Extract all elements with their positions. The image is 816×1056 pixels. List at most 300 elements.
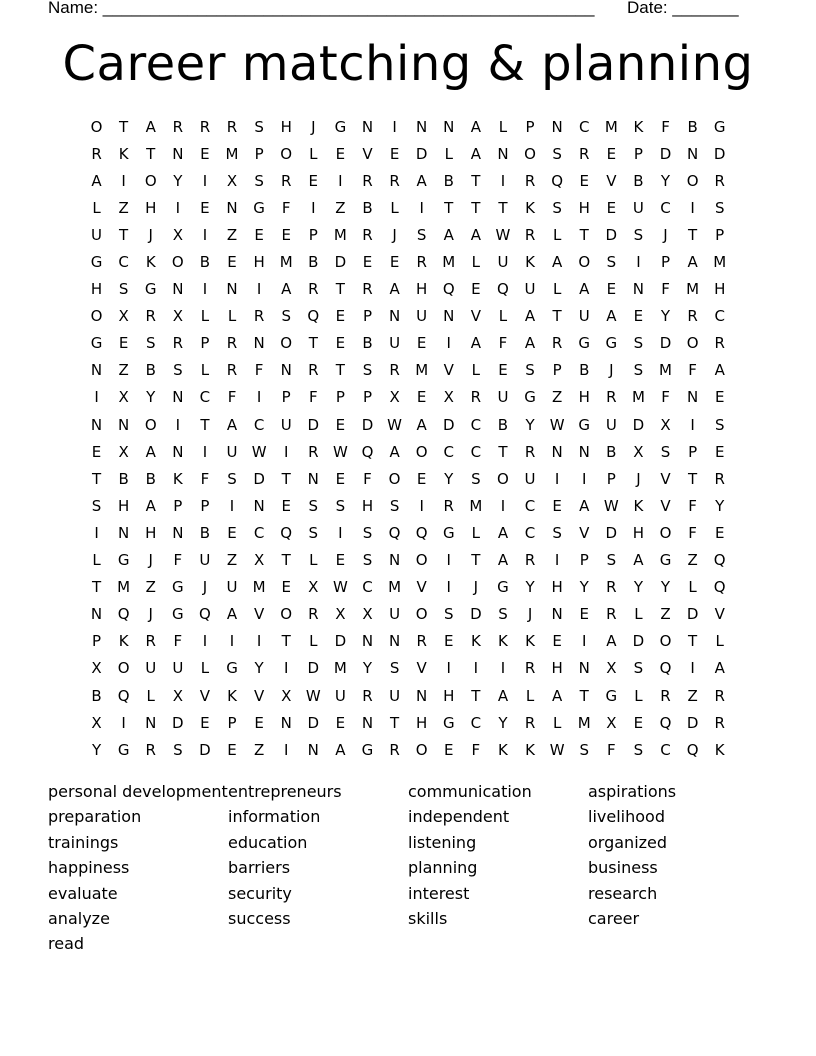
grid-letter[interactable]: H (416, 280, 428, 299)
grid-letter[interactable]: T (308, 334, 318, 353)
grid-letter[interactable]: I (446, 659, 451, 678)
grid-letter[interactable]: K (172, 469, 183, 488)
grid-letter[interactable]: V (660, 496, 671, 515)
grid-letter[interactable]: S (227, 469, 237, 488)
grid-letter[interactable]: E (579, 605, 589, 624)
grid-letter[interactable]: H (145, 523, 157, 542)
grid-letter[interactable]: D (632, 415, 645, 434)
grid-letter[interactable]: N (226, 280, 238, 299)
grid-letter[interactable]: K (145, 253, 156, 272)
grid-letter[interactable]: S (254, 171, 264, 190)
grid-letter[interactable]: P (254, 144, 264, 163)
grid-letter[interactable]: U (91, 225, 103, 244)
grid-letter[interactable]: R (226, 117, 238, 136)
grid-letter[interactable]: P (281, 388, 291, 407)
grid-letter[interactable]: E (227, 740, 237, 759)
grid-letter[interactable]: K (227, 686, 237, 705)
grid-letter[interactable]: I (500, 496, 506, 515)
grid-letter[interactable]: U (497, 253, 509, 272)
grid-letter[interactable]: I (690, 415, 695, 434)
grid-letter[interactable]: V (253, 605, 265, 624)
grid-letter[interactable]: F (173, 551, 183, 570)
grid-letter[interactable]: N (145, 713, 157, 732)
grid-letter[interactable]: O (524, 144, 536, 163)
grid-letter[interactable]: C (199, 388, 211, 407)
grid-letter[interactable]: H (578, 388, 590, 407)
grid-letter[interactable]: E (606, 198, 617, 217)
grid-letter[interactable]: R (714, 686, 725, 705)
grid-letter[interactable]: I (554, 469, 560, 488)
grid-letter[interactable]: B (633, 171, 644, 190)
grid-letter[interactable]: L (309, 632, 318, 651)
grid-letter[interactable]: I (175, 198, 181, 217)
grid-letter[interactable]: Y (715, 496, 725, 515)
grid-letter[interactable]: O (144, 171, 157, 190)
grid-letter[interactable]: K (498, 632, 508, 651)
grid-letter[interactable]: M (117, 578, 131, 597)
grid-letter[interactable]: S (552, 144, 562, 163)
grid-letter[interactable]: M (252, 578, 266, 597)
grid-letter[interactable]: L (688, 578, 697, 597)
grid-letter[interactable]: L (471, 253, 481, 272)
grid-letter[interactable]: B (687, 117, 698, 136)
grid-letter[interactable]: U (416, 307, 428, 326)
grid-letter[interactable]: A (145, 117, 156, 136)
grid-letter[interactable]: R (253, 307, 265, 326)
grid-letter[interactable]: K (714, 740, 725, 759)
grid-letter[interactable]: C (660, 198, 671, 217)
grid-letter[interactable]: N (172, 388, 184, 407)
grid-letter[interactable]: E (714, 442, 725, 461)
grid-letter[interactable]: U (145, 659, 157, 678)
grid-letter[interactable]: Y (579, 578, 589, 597)
grid-letter[interactable]: X (91, 713, 102, 732)
grid-letter[interactable]: F (227, 388, 237, 407)
grid-letter[interactable]: R (606, 578, 617, 597)
grid-letter[interactable]: X (118, 388, 129, 407)
grid-letter[interactable]: T (119, 117, 129, 136)
grid-letter[interactable]: X (308, 578, 319, 597)
grid-letter[interactable]: I (175, 415, 181, 434)
grid-letter[interactable]: F (200, 469, 210, 488)
grid-letter[interactable]: S (389, 659, 400, 678)
grid-letter[interactable]: K (525, 198, 535, 217)
grid-letter[interactable]: O (280, 144, 293, 163)
grid-letter[interactable]: W (549, 740, 565, 759)
grid-letter[interactable]: G (605, 686, 618, 705)
grid-letter[interactable]: S (416, 225, 427, 244)
grid-letter[interactable]: H (145, 198, 157, 217)
grid-letter[interactable]: S (335, 496, 346, 515)
grid-letter[interactable]: E (416, 469, 427, 488)
grid-letter[interactable]: K (633, 117, 644, 136)
grid-letter[interactable]: O (388, 469, 401, 488)
grid-letter[interactable]: L (715, 632, 724, 651)
grid-letter[interactable]: U (389, 605, 401, 624)
grid-letter[interactable]: I (582, 469, 587, 488)
grid-letter[interactable]: N (551, 117, 563, 136)
grid-letter[interactable]: A (470, 144, 481, 163)
grid-letter[interactable]: K (633, 496, 644, 515)
grid-letter[interactable]: V (416, 578, 427, 597)
grid-letter[interactable]: V (606, 171, 617, 190)
grid-letter[interactable]: F (471, 740, 481, 759)
grid-letter[interactable]: B (362, 198, 373, 217)
grid-letter[interactable]: D (686, 605, 699, 624)
grid-letter[interactable]: R (660, 686, 671, 705)
grid-letter[interactable]: W (305, 686, 321, 705)
grid-letter[interactable]: N (578, 442, 590, 461)
grid-letter[interactable]: D (605, 225, 618, 244)
grid-letter[interactable]: X (606, 659, 617, 678)
grid-letter[interactable]: S (362, 551, 373, 570)
grid-letter[interactable]: I (202, 442, 208, 461)
grid-letter[interactable]: X (660, 415, 671, 434)
grid-letter[interactable]: A (226, 605, 238, 624)
grid-letter[interactable]: E (227, 523, 237, 542)
grid-letter[interactable]: K (118, 144, 129, 163)
grid-letter[interactable]: N (551, 442, 563, 461)
grid-letter[interactable]: N (497, 144, 509, 163)
grid-letter[interactable]: R (714, 469, 725, 488)
grid-letter[interactable]: R (416, 632, 427, 651)
grid-letter[interactable]: F (254, 361, 264, 380)
grid-letter[interactable]: L (200, 361, 210, 380)
grid-letter[interactable]: T (335, 280, 345, 299)
grid-letter[interactable]: G (117, 740, 130, 759)
grid-letter[interactable]: I (338, 171, 343, 190)
grid-letter[interactable]: O (90, 307, 103, 326)
grid-letter[interactable]: R (470, 388, 482, 407)
grid-letter[interactable]: Z (660, 605, 671, 624)
grid-letter[interactable]: I (311, 198, 316, 217)
grid-letter[interactable]: R (579, 144, 590, 163)
grid-letter[interactable]: O (659, 632, 672, 651)
grid-letter[interactable]: E (444, 632, 454, 651)
grid-letter[interactable]: I (202, 632, 208, 651)
grid-letter[interactable]: U (632, 198, 644, 217)
grid-letter[interactable]: S (606, 253, 617, 272)
grid-letter[interactable]: T (498, 198, 508, 217)
grid-letter[interactable]: E (335, 469, 346, 488)
grid-letter[interactable]: P (606, 469, 616, 488)
grid-letter[interactable]: H (416, 713, 428, 732)
grid-letter[interactable]: I (446, 578, 451, 597)
grid-letter[interactable]: D (632, 632, 645, 651)
grid-letter[interactable]: S (145, 334, 156, 353)
grid-letter[interactable]: U (199, 551, 211, 570)
grid-letter[interactable]: R (226, 334, 238, 353)
grid-letter[interactable]: G (442, 523, 455, 542)
grid-letter[interactable]: P (579, 551, 589, 570)
grid-letter[interactable]: N (172, 523, 184, 542)
grid-letter[interactable]: V (362, 144, 373, 163)
grid-letter[interactable]: P (552, 361, 562, 380)
grid-letter[interactable]: C (714, 307, 725, 326)
grid-letter[interactable]: P (660, 253, 671, 272)
grid-letter[interactable]: C (660, 740, 671, 759)
grid-letter[interactable]: B (199, 523, 211, 542)
grid-letter[interactable]: S (444, 605, 454, 624)
grid-letter[interactable]: N (90, 605, 103, 624)
grid-letter[interactable]: A (470, 117, 481, 136)
grid-letter[interactable]: A (470, 225, 481, 244)
grid-letter[interactable]: C (118, 253, 129, 272)
grid-letter[interactable]: Q (117, 686, 130, 705)
grid-letter[interactable]: F (281, 198, 291, 217)
grid-letter[interactable]: S (633, 740, 644, 759)
grid-letter[interactable]: W (549, 415, 565, 434)
grid-letter[interactable]: E (254, 713, 264, 732)
grid-letter[interactable]: J (148, 605, 153, 624)
grid-letter[interactable]: V (253, 686, 265, 705)
grid-letter[interactable]: A (497, 523, 509, 542)
grid-letter[interactable]: R (308, 442, 319, 461)
grid-letter[interactable]: T (444, 198, 454, 217)
grid-letter[interactable]: I (229, 632, 235, 651)
grid-letter[interactable]: V (443, 361, 454, 380)
grid-letter[interactable]: N (416, 686, 428, 705)
grid-letter[interactable]: N (253, 334, 265, 353)
grid-letter[interactable]: H (118, 496, 130, 515)
grid-letter[interactable]: G (713, 117, 726, 136)
grid-letter[interactable]: R (524, 551, 536, 570)
grid-letter[interactable]: R (524, 225, 536, 244)
grid-letter[interactable]: L (498, 117, 508, 136)
grid-letter[interactable]: J (392, 225, 397, 244)
grid-letter[interactable]: E (362, 253, 373, 272)
grid-letter[interactable]: H (578, 198, 590, 217)
grid-letter[interactable]: C (470, 442, 482, 461)
grid-letter[interactable]: N (90, 361, 103, 380)
grid-letter[interactable]: R (226, 361, 238, 380)
grid-letter[interactable]: G (226, 659, 238, 678)
grid-letter[interactable]: H (280, 117, 292, 136)
grid-letter[interactable]: E (335, 415, 346, 434)
grid-letter[interactable]: R (524, 442, 536, 461)
grid-letter[interactable]: J (636, 469, 641, 488)
grid-letter[interactable]: X (606, 713, 617, 732)
grid-letter[interactable]: T (200, 415, 210, 434)
grid-letter[interactable]: P (525, 117, 535, 136)
grid-letter[interactable]: J (527, 605, 533, 624)
grid-letter[interactable]: J (609, 361, 614, 380)
grid-letter[interactable]: A (443, 225, 454, 244)
grid-letter[interactable]: T (471, 686, 481, 705)
grid-letter[interactable]: W (495, 225, 511, 244)
grid-letter[interactable]: F (661, 280, 670, 299)
grid-letter[interactable]: O (280, 605, 293, 624)
grid-letter[interactable]: B (145, 361, 156, 380)
grid-letter[interactable]: N (361, 713, 374, 732)
grid-letter[interactable]: I (473, 659, 479, 678)
grid-letter[interactable]: I (121, 171, 126, 190)
grid-letter[interactable]: O (497, 469, 509, 488)
grid-letter[interactable]: G (144, 280, 157, 299)
grid-letter[interactable]: I (500, 659, 506, 678)
grid-letter[interactable]: U (578, 307, 590, 326)
grid-letter[interactable]: U (280, 415, 292, 434)
grid-letter[interactable]: N (443, 117, 455, 136)
grid-letter[interactable]: O (686, 171, 699, 190)
grid-letter[interactable]: Q (307, 307, 320, 326)
grid-letter[interactable]: E (254, 225, 264, 244)
grid-letter[interactable]: R (524, 713, 536, 732)
grid-letter[interactable]: P (633, 144, 643, 163)
grid-letter[interactable]: E (200, 713, 210, 732)
grid-letter[interactable]: N (253, 496, 265, 515)
grid-letter[interactable]: Z (226, 551, 238, 570)
grid-letter[interactable]: X (335, 605, 346, 624)
grid-letter[interactable]: N (118, 523, 130, 542)
grid-letter[interactable]: O (415, 551, 428, 570)
grid-letter[interactable]: O (280, 334, 293, 353)
grid-letter[interactable]: V (199, 686, 211, 705)
grid-letter[interactable]: C (524, 523, 536, 542)
grid-letter[interactable]: P (200, 334, 210, 353)
grid-letter[interactable]: N (361, 117, 374, 136)
grid-letter[interactable]: K (118, 632, 129, 651)
grid-letter[interactable]: I (283, 442, 289, 461)
grid-letter[interactable]: I (690, 659, 695, 678)
grid-letter[interactable]: O (90, 117, 103, 136)
grid-letter[interactable]: N (172, 144, 184, 163)
grid-letter[interactable]: N (416, 117, 428, 136)
grid-letter[interactable]: G (90, 253, 103, 272)
grid-letter[interactable]: Q (659, 659, 672, 678)
grid-letter[interactable]: Q (280, 523, 293, 542)
grid-letter[interactable]: H (551, 659, 563, 678)
grid-letter[interactable]: Q (117, 605, 130, 624)
date-field[interactable]: Date: _______ (627, 0, 739, 17)
grid-letter[interactable]: N (172, 280, 184, 299)
grid-letter[interactable]: A (91, 171, 102, 190)
grid-letter[interactable]: O (415, 442, 428, 461)
grid-letter[interactable]: A (389, 442, 400, 461)
grid-letter[interactable]: P (688, 442, 698, 461)
grid-letter[interactable]: R (389, 740, 400, 759)
grid-letter[interactable]: P (308, 225, 318, 244)
grid-letter[interactable]: H (632, 523, 645, 542)
grid-letter[interactable]: O (415, 740, 428, 759)
grid-letter[interactable]: T (688, 469, 698, 488)
grid-letter[interactable]: A (416, 171, 427, 190)
grid-letter[interactable]: I (392, 117, 397, 136)
grid-letter[interactable]: L (552, 225, 562, 244)
grid-letter[interactable]: L (227, 307, 237, 326)
grid-letter[interactable]: C (362, 578, 373, 597)
grid-letter[interactable]: A (226, 415, 238, 434)
grid-letter[interactable]: L (552, 280, 562, 299)
grid-letter[interactable]: D (713, 144, 726, 163)
grid-letter[interactable]: C (470, 713, 482, 732)
grid-letter[interactable]: M (469, 496, 483, 515)
grid-letter[interactable]: S (633, 361, 644, 380)
grid-letter[interactable]: Y (660, 171, 671, 190)
grid-letter[interactable]: J (148, 225, 153, 244)
grid-letter[interactable]: N (226, 198, 238, 217)
grid-letter[interactable]: Q (713, 551, 726, 570)
grid-letter[interactable]: E (471, 280, 481, 299)
grid-letter[interactable]: Y (525, 578, 535, 597)
grid-letter[interactable]: A (552, 686, 563, 705)
grid-letter[interactable]: S (579, 740, 589, 759)
grid-letter[interactable]: H (90, 280, 103, 299)
grid-letter[interactable]: P (335, 388, 345, 407)
grid-letter[interactable]: E (552, 632, 562, 651)
grid-letter[interactable]: I (554, 551, 560, 570)
grid-letter[interactable]: T (281, 551, 291, 570)
grid-letter[interactable]: U (497, 388, 509, 407)
grid-letter[interactable]: D (334, 253, 347, 272)
grid-letter[interactable]: J (663, 225, 668, 244)
grid-letter[interactable]: M (686, 280, 700, 299)
grid-letter[interactable]: X (443, 388, 454, 407)
grid-letter[interactable]: S (362, 523, 373, 542)
grid-letter[interactable]: X (633, 442, 644, 461)
grid-letter[interactable]: R (714, 713, 725, 732)
grid-letter[interactable]: N (172, 442, 184, 461)
grid-letter[interactable]: I (283, 740, 289, 759)
grid-letter[interactable]: D (307, 659, 320, 678)
grid-letter[interactable]: I (256, 388, 262, 407)
grid-letter[interactable]: C (253, 523, 265, 542)
grid-letter[interactable]: I (636, 253, 641, 272)
grid-letter[interactable]: D (686, 713, 699, 732)
grid-letter[interactable]: T (579, 225, 589, 244)
grid-letter[interactable]: R (389, 361, 400, 380)
grid-letter[interactable]: D (253, 469, 265, 488)
grid-letter[interactable]: U (389, 686, 401, 705)
grid-letter[interactable]: I (419, 496, 424, 515)
grid-letter[interactable]: P (227, 713, 237, 732)
grid-letter[interactable]: F (688, 361, 697, 380)
grid-letter[interactable]: T (389, 713, 400, 732)
grid-letter[interactable]: N (578, 659, 590, 678)
grid-letter[interactable]: Q (713, 578, 726, 597)
grid-letter[interactable]: K (498, 740, 508, 759)
grid-letter[interactable]: R (606, 388, 617, 407)
grid-letter[interactable]: J (148, 551, 153, 570)
grid-letter[interactable]: A (497, 686, 509, 705)
grid-letter[interactable]: M (225, 144, 239, 163)
grid-letter[interactable]: T (91, 578, 102, 597)
grid-letter[interactable]: G (497, 578, 509, 597)
grid-letter[interactable]: R (362, 171, 373, 190)
grid-letter[interactable]: M (577, 713, 591, 732)
grid-letter[interactable]: T (471, 198, 481, 217)
grid-letter[interactable]: I (283, 659, 289, 678)
grid-letter[interactable]: Q (551, 171, 564, 190)
grid-letter[interactable]: S (173, 740, 183, 759)
grid-letter[interactable]: A (145, 442, 156, 461)
grid-letter[interactable]: L (92, 198, 101, 217)
grid-letter[interactable]: G (253, 198, 265, 217)
grid-letter[interactable]: B (606, 442, 617, 461)
grid-letter[interactable]: D (659, 144, 672, 163)
grid-letter[interactable]: E (200, 198, 210, 217)
grid-letter[interactable]: X (281, 686, 292, 705)
grid-letter[interactable]: I (256, 632, 262, 651)
grid-letter[interactable]: T (146, 144, 156, 163)
grid-letter[interactable]: S (281, 307, 291, 326)
grid-letter[interactable]: D (361, 415, 374, 434)
grid-letter[interactable]: K (525, 253, 535, 272)
grid-letter[interactable]: O (578, 253, 591, 272)
grid-letter[interactable]: L (444, 144, 453, 163)
grid-letter[interactable]: E (281, 496, 291, 515)
grid-letter[interactable]: A (552, 253, 563, 272)
